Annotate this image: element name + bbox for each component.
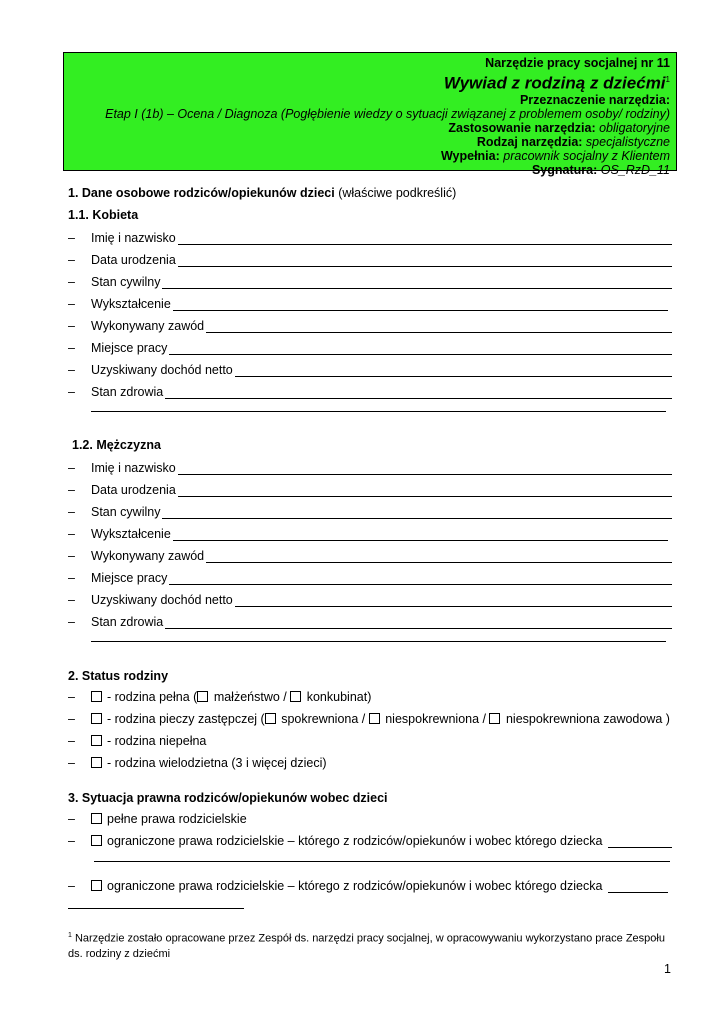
unrelated-checkbox[interactable] bbox=[369, 713, 380, 724]
man-income-field[interactable] bbox=[235, 594, 672, 607]
limited-rights-field-1[interactable] bbox=[608, 835, 672, 848]
man-education-row: – Wykształcenie bbox=[68, 525, 668, 541]
limited-rights-field-2[interactable] bbox=[608, 880, 668, 893]
filled-by-line: Wypełnia: pracownik socjalny z Klientem bbox=[440, 148, 670, 163]
legal-full-rights-row: – pełne prawa rodzicielskie bbox=[68, 812, 247, 826]
status-large-family-row: – - rodzina wielodzietna (3 i więcej dzieci) bbox=[68, 756, 327, 770]
woman-income-field[interactable] bbox=[235, 364, 672, 377]
man-occupation-field[interactable] bbox=[206, 550, 672, 563]
man-health-row: – Stan zdrowia bbox=[68, 613, 672, 629]
footnote: $^1$ Narzędzie zostało opracowane przez Zespół ds. narzędzi pracy socjalnej, w opracowywaniu wykorzystano prace Zespołu ds. rodziny z dziećmi bbox=[68, 932, 665, 960]
usage-line: Zastosowanie narzędzia: obligatoryjne bbox=[448, 120, 670, 135]
title-footnote-ref: 1 bbox=[665, 75, 670, 84]
section2-title: 2. Status rodziny bbox=[68, 669, 169, 683]
woman-health-extra-line[interactable] bbox=[91, 411, 666, 412]
related-checkbox[interactable] bbox=[265, 713, 276, 724]
large-family-checkbox[interactable] bbox=[91, 757, 102, 768]
document-title: Wywiad z rodziną z dziećmi$^1$ bbox=[443, 73, 670, 93]
limited-rights-checkbox-1[interactable] bbox=[91, 835, 102, 846]
page-number: 1 bbox=[664, 962, 671, 976]
woman-education-field[interactable] bbox=[173, 298, 668, 311]
legal-limited-rights-row-2: – ograniczone prawa rodzicielskie – którego z rodziców/opiekunów i wobec którego dziecka bbox=[68, 877, 668, 893]
footnote-separator bbox=[68, 908, 244, 909]
woman-education-row: – Wykształcenie bbox=[68, 295, 668, 311]
marriage-checkbox[interactable] bbox=[197, 691, 208, 702]
man-health-extra-line[interactable] bbox=[91, 641, 666, 642]
woman-marital-field[interactable] bbox=[162, 276, 672, 289]
section3-title: 3. Sytuacja prawna rodziców/opiekunów wobec dzieci bbox=[68, 791, 388, 805]
man-workplace-field[interactable] bbox=[169, 572, 672, 585]
tool-header-box bbox=[63, 52, 677, 177]
section1-title: 1. Dane osobowe rodziców/opiekunów dzieci (właściwe podkreślić) bbox=[68, 186, 457, 200]
status-foster-family-row: – - rodzina pieczy zastępczej ( spokrewniona / niespokrewniona / niespokrewniona zawodowa ) bbox=[68, 712, 670, 726]
man-marital-row: – Stan cywilny bbox=[68, 503, 672, 519]
full-family-checkbox[interactable] bbox=[91, 691, 102, 702]
limited-rights-extra-line[interactable] bbox=[94, 861, 670, 862]
woman-workplace-row: – Miejsce pracy bbox=[68, 339, 672, 355]
foster-family-checkbox[interactable] bbox=[91, 713, 102, 724]
footnote-ref: 1 bbox=[68, 932, 72, 939]
type-line: Rodzaj narzędzia: specjalistyczne bbox=[476, 134, 670, 149]
man-workplace-row: – Miejsce pracy bbox=[68, 569, 672, 585]
man-health-field[interactable] bbox=[165, 616, 672, 629]
tool-number: Narzędzie pracy socjalnej nr 11 bbox=[485, 56, 670, 70]
woman-marital-row: – Stan cywilny bbox=[68, 273, 672, 289]
man-name-row: – Imię i nazwisko bbox=[68, 459, 672, 475]
man-occupation-row: – Wykonywany zawód bbox=[68, 547, 672, 563]
man-marital-field[interactable] bbox=[162, 506, 672, 519]
status-incomplete-family-row: – - rodzina niepełna bbox=[68, 734, 207, 748]
purpose-text: Etap I (1b) – Ocena / Diagnoza (Pogłębienie wiedzy o sytuacji związanej z problemem osoby/ rodziny) bbox=[105, 106, 670, 121]
signature-line: Sygnatura: OS_RzD_11 bbox=[531, 162, 670, 177]
man-birthdate-row: – Data urodzenia bbox=[68, 481, 672, 497]
woman-health-field[interactable] bbox=[165, 386, 672, 399]
man-subsection-title: 1.2. Mężczyzna bbox=[72, 438, 161, 452]
man-birthdate-field[interactable] bbox=[178, 484, 672, 497]
status-full-family-row: – - rodzina pełna ( małżeństwo / konkubinat) bbox=[68, 690, 372, 704]
limited-rights-checkbox-2[interactable] bbox=[91, 880, 102, 891]
woman-birthdate-row: – Data urodzenia bbox=[68, 251, 672, 267]
woman-name-row: – Imię i nazwisko bbox=[68, 229, 672, 245]
woman-birthdate-field[interactable] bbox=[178, 254, 672, 267]
legal-limited-rights-row-1: – ograniczone prawa rodzicielskie – którego z rodziców/opiekunów i wobec którego dziecka bbox=[68, 832, 672, 848]
incomplete-family-checkbox[interactable] bbox=[91, 735, 102, 746]
man-education-field[interactable] bbox=[173, 528, 668, 541]
woman-workplace-field[interactable] bbox=[169, 342, 672, 355]
woman-name-field[interactable] bbox=[178, 232, 672, 245]
man-income-row: – Uzyskiwany dochód netto bbox=[68, 591, 672, 607]
woman-subsection-title: 1.1. Kobieta bbox=[68, 208, 139, 222]
purpose-label: Przeznaczenie narzędzia: bbox=[519, 92, 670, 107]
woman-health-row: – Stan zdrowia bbox=[68, 383, 672, 399]
woman-occupation-row: – Wykonywany zawód bbox=[68, 317, 672, 333]
cohabitation-checkbox[interactable] bbox=[290, 691, 301, 702]
unrelated-professional-checkbox[interactable] bbox=[489, 713, 500, 724]
man-name-field[interactable] bbox=[178, 462, 672, 475]
woman-occupation-field[interactable] bbox=[206, 320, 672, 333]
full-rights-checkbox[interactable] bbox=[91, 813, 102, 824]
woman-income-row: – Uzyskiwany dochód netto bbox=[68, 361, 672, 377]
